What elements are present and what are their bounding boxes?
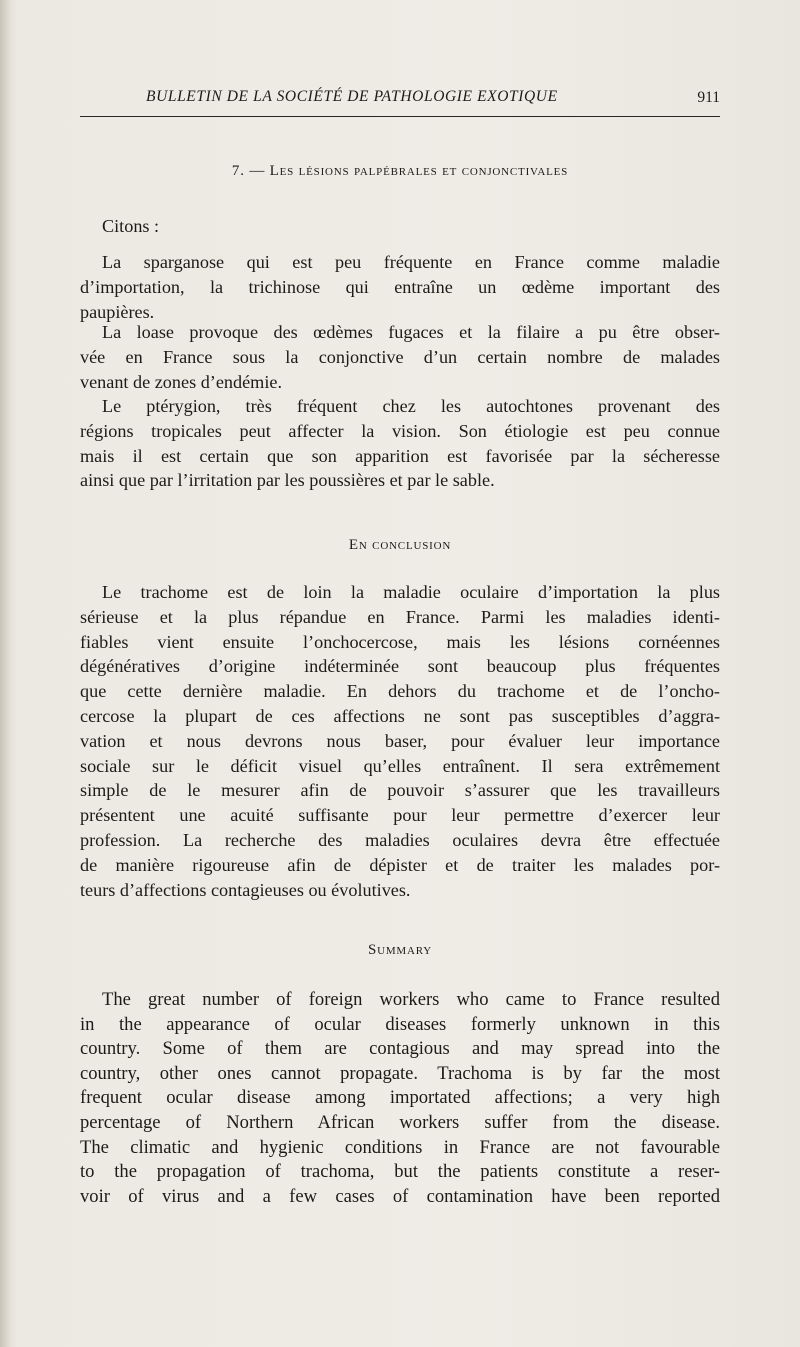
section-7-intro: Citons :	[102, 216, 160, 236]
text-line: voir of virus and a few cases of contamination have been reported	[80, 1185, 720, 1207]
text-line: présentent une acuité suffisante pour leur permettre d’exercer leur	[80, 805, 720, 826]
conclusion-title: En conclusion	[348, 537, 452, 553]
text-line: profession. La recherche des maladies oculaires devra être effectuée	[80, 829, 720, 850]
text-line: teurs d’affections contagieuses ou évolutives.	[80, 879, 411, 900]
text-line: La sparganose qui est peu fréquente en France comme maladie	[102, 252, 720, 272]
text-line: frequent ocular disease among importated affections; a very high	[80, 1087, 720, 1109]
text-line: mais il est certain que son apparition est favorisée par la sécheresse	[80, 445, 720, 466]
text-line: fiables vient ensuite l’onchocercose, mais les lésions cornéennes	[80, 631, 720, 652]
text-line: dégénératives d’origine indéterminée sont beaucoup plus fréquentes	[80, 656, 720, 677]
text-line: in the appearance of ocular diseases formerly unknown in this	[80, 1013, 720, 1035]
text-line: sociale sur le déficit visuel qu’elles entraînent. Il sera extrêmement	[80, 755, 720, 776]
text-line: sérieuse et la plus répandue en France. Parmi les maladies identi-	[80, 606, 720, 627]
paragraph-pterygion	[80, 394, 720, 493]
text-line: The climatic and hygienic conditions in France are not favourable	[80, 1136, 720, 1158]
section-7-title: 7. — Les lésions palpébrales et conjonctivales	[231, 163, 569, 179]
text-line: simple de le mesurer afin de pouvoir s’assurer que les travailleurs	[80, 780, 720, 801]
journal-title: BULLETIN DE LA SOCIÉTÉ DE PATHOLOGIE EXOTIQUE	[146, 88, 558, 105]
page-binding-edge	[0, 0, 10, 1347]
header-rule	[80, 116, 720, 117]
text-line: cercose la plupart de ces affections ne sont pas susceptibles d’aggra-	[80, 705, 720, 726]
text-line: ainsi que par l’irritation par les poussières et par le sable.	[80, 470, 495, 491]
text-line: Le ptérygion, très fréquent chez les autochtones provenant des	[102, 396, 720, 416]
text-line: d’importation, la trichinose qui entraîne un œdème important des	[80, 276, 720, 297]
running-header	[80, 88, 720, 114]
text-line: paupières.	[80, 301, 155, 322]
paragraph-loase	[80, 320, 720, 394]
paragraph-summary	[80, 988, 720, 1209]
text-line: Le trachome est de loin la maladie oculaire d’importation la plus	[102, 582, 720, 602]
text-line: to the propagation of trachoma, but the patients constitute a reser-	[80, 1161, 720, 1183]
text-line: La loase provoque des œdèmes fugaces et la filaire a pu être obser-	[102, 322, 720, 342]
text-line: percentage of Northern African workers suffer from the disease.	[80, 1111, 720, 1133]
text-line: vation et nous devrons nous baser, pour évaluer leur importance	[80, 730, 720, 751]
text-line: que cette dernière maladie. En dehors du trachome et de l’oncho-	[80, 681, 720, 702]
text-line: The great number of foreign workers who came to France resulted	[102, 989, 720, 1010]
text-line: country. Some of them are contagious and may spread into the	[80, 1038, 720, 1060]
text-line: country, other ones cannot propagate. Trachoma is by far the most	[80, 1062, 720, 1084]
page-number: 911	[697, 89, 720, 106]
paragraph-conclusion	[80, 580, 720, 902]
text-line: venant de zones d’endémie.	[80, 371, 282, 392]
summary-title: Summary	[367, 942, 433, 958]
text-line: de manière rigoureuse afin de dépister et de traiter les malades por-	[80, 854, 720, 875]
text-line: régions tropicales peut affecter la vision. Son étiologie est peu connue	[80, 420, 720, 441]
paragraph-sparganose	[80, 250, 720, 324]
text-line: vée en France sous la conjonctive d’un certain nombre de malades	[80, 346, 720, 367]
